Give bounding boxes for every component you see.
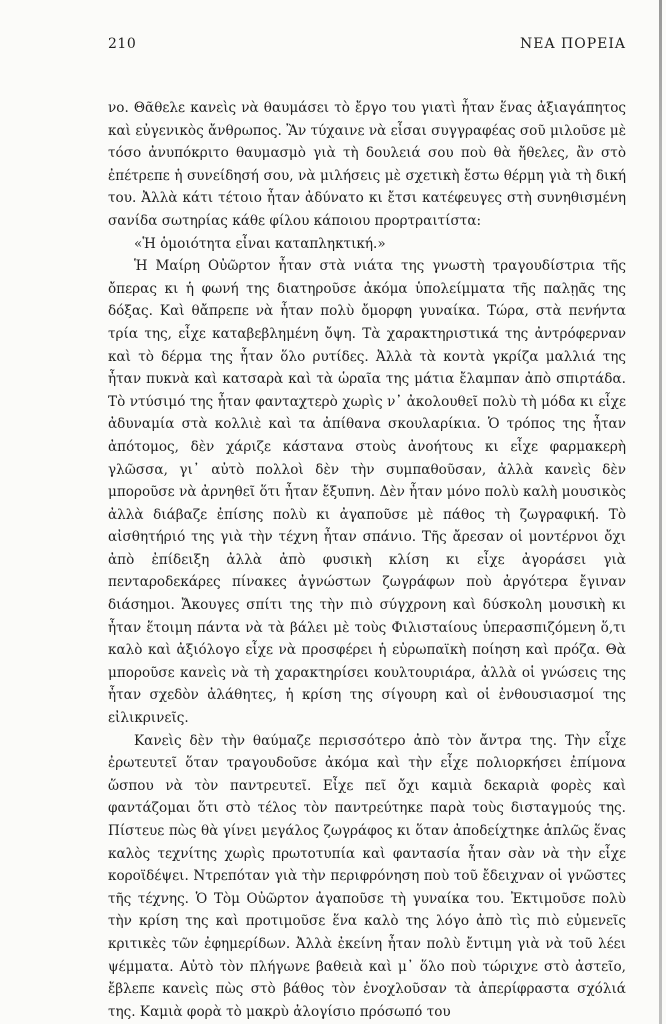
page-edge-shadow [659, 0, 662, 1024]
body-text [108, 97, 626, 1023]
page-number: 210 [108, 36, 137, 52]
paragraph-continuation: νο. Θᾶθελε κανεὶς νὰ θαυμάσει τὸ ἔργο του γιατὶ ἦταν ἕνας ἀξιαγάπητος καὶ εὐγενικὸς ἄνθρωπος. Ἂν τύχαινε νὰ εἶσαι συγγραφέας σοῦ μιλοῦσε μὲ τόσο ἀνυπόκριτο θαυμασμὸ γιὰ τὴ δουλειά σου ποὺ θὰ ἤθελες, ἂν στὸ ἐπέτρεπε ἡ συνείδησή σου, νὰ μιλήσεις μὲ σχετικὴ ἔστω θέρμη γιὰ τὴ δική του. Ἀλλὰ κάτι τέτοιο ἦταν ἀδύνατο κι ἔτσι κατέφευγες στὴ συνηθισμένη σανίδα σωτηρίας κάθε φίλου κάποιου προρτραιτίστα: [108, 100, 626, 229]
paragraph-mary-wharton: Ἡ Μαίρη Οὐῶρτον ἦταν στὰ νιάτα της γνωστὴ τραγουδίστρια τῆς ὄπερας κι ἡ φωνή της διατηροῦσε ἀκόμα ὑπολείμματα τῆς παλῃᾶς της δόξας. Καὶ θἄπρεπε νὰ ἦταν πολὺ ὄμορφη γυναίκα. Τώρα, στὰ πενήντα τρία της, εἶχε καταβεβλημένη ὄψη. Τὰ χαρακτηριστικά της ἀντρόφερναν καὶ τὸ δέρμα της ἦταν ὅλο ρυτίδες. Ἀλλὰ τὰ κοντὰ γκρίζα μαλλιά της ἦταν πυκνὰ καὶ κατσαρὰ καὶ τὰ ὡραῖα της μάτια ἔλαμπαν ἀπὸ σπιρτάδα. Τὸ ντύσιμό της ἦταν φανταχτερὸ χωρὶς ν᾿ ἀκολουθεῖ πολὺ τὴ μόδα κι εἶχε ἀδυναμία στὰ κολλιὲ καὶ τα ἀπίθανα σκουλαρίκια. Ὁ τρόπος της ἦταν ἀπότομος, δὲν χάριζε κάστανα στοὺς ἀνοήτους κι εἶχε φαρμακερὴ γλῶσσα, γι᾿ αὐτὸ πολλοὶ δὲν τὴν συμπαθοῦσαν, ἀλλὰ κανεὶς δὲν μποροῦσε νὰ ἀρνηθεῖ ὅτι ἦταν ἔξυπνη. Δὲν ἦταν μόνο πολὺ καλὴ μουσικὸς ἀλλὰ διάβαζε ἐπίσης πολὺ κι ἀγαποῦσε μὲ πάθος τὴ ζωγραφική. Τὸ αἰσθητήριό της γιὰ τὴν τέχνη ἦταν σπάνιο. Τῆς ἄρεσαν οἱ μοντέρνοι ὄχι ἀπὸ ἐπίδειξη ἀλλὰ ἀπὸ φυσικὴ κλίση κι εἶχε ἀγοράσει γιὰ πενταροδεκάρες πίνακες ἀγνώστων ζωγράφων ποὺ ἀργότερα ἔγιναν διάσημοι. Ἄκουγες σπίτι της τὴν πιὸ σύγχρονη καὶ δύσκολη μουσικὴ κι ἦταν ἕτοιμη πάντα νὰ τὰ βάλει μὲ τοὺς Φιλισταίους ὑπερασπιζόμενη ὅ,τι καλὸ καὶ ἀξιόλογο εἶχε νὰ προσφέρει ἡ εὐρωπαϊκὴ ποίηση καὶ πρόζα. Θὰ μποροῦσε κανεὶς νὰ τὴ χαρακτηρίσει κουλτουριάρα, ἀλλὰ οἱ γνώσεις της ἦταν σχεδὸν ἀλάθητες, ἡ κρίση της σίγουρη καὶ οἱ ἐνθουσιασμοί της εἰλικρινεῖς. [108, 258, 626, 727]
running-head: ΝΕΑ ΠΟΡΕΙΑ [520, 36, 626, 52]
paragraph-quote: «Ἡ ὁμοιότητα εἶναι καταπληκτική.» [134, 235, 386, 252]
page-header [108, 36, 626, 52]
paragraph-husband: Κανεὶς δὲν τὴν θαύμαζε περισσότερο ἀπὸ τὸν ἄντρα της. Τὴν εἶχε ἐρωτευτεῖ ὅταν τραγουδοῦσε ἀκόμα καὶ τὴν εἶχε πολιορκήσει ἐπίμονα ὥσπου νὰ τὸν παντρευτεῖ. Εἶχε πεῖ ὄχι καμιὰ δεκαριὰ φορὲς καὶ φαντάζομαι ὅτι στὸ τέλος τὸν παντρεύτηκε παρὰ τοὺς δισταγμούς της. Πίστευε πὼς θὰ γίνει μεγάλος ζωγράφος κι ὅταν ἀποδείχτηκε ἁπλῶς ἕνας καλὸς τεχνίτης χωρὶς πρωτοτυπία καὶ φαντασία ἦταν σὰν νὰ τὴν εἶχε κοροϊδέψει. Ντρεπόταν γιὰ τὴν περιφρόνηση ποὺ τοῦ ἔδειχναν οἱ γνῶστες τῆς τέχνης. Ὁ Τὸμ Οὐῶρτον ἀγαποῦσε τὴ γυναίκα του. Ἐκτιμοῦσε πολὺ τὴν κρίση της καὶ προτιμοῦσε ἕνα καλὸ της λόγο ἀπὸ τὶς πιὸ εὐμενεῖς κριτικὲς τῶν ἐφημερίδων. Ἀλλὰ ἐκείνη ἦταν πολὺ ἔντιμη γιὰ νὰ τοῦ λέει ψέμματα. Αὐτὸ τὸν πλήγωνε βαθειὰ καὶ μ᾿ ὅλο ποὺ τώριχνε στὸ ἀστεῖο, ἔβλεπε κανεὶς πὼς στὸ βάθος τὸν ἐνοχλοῦσαν τὰ ἀπερίφραστα σχόλιά της. Καμιὰ φορὰ τὸ μακρὺ ἀλογίσιο πρόσωπό του [108, 732, 626, 1020]
